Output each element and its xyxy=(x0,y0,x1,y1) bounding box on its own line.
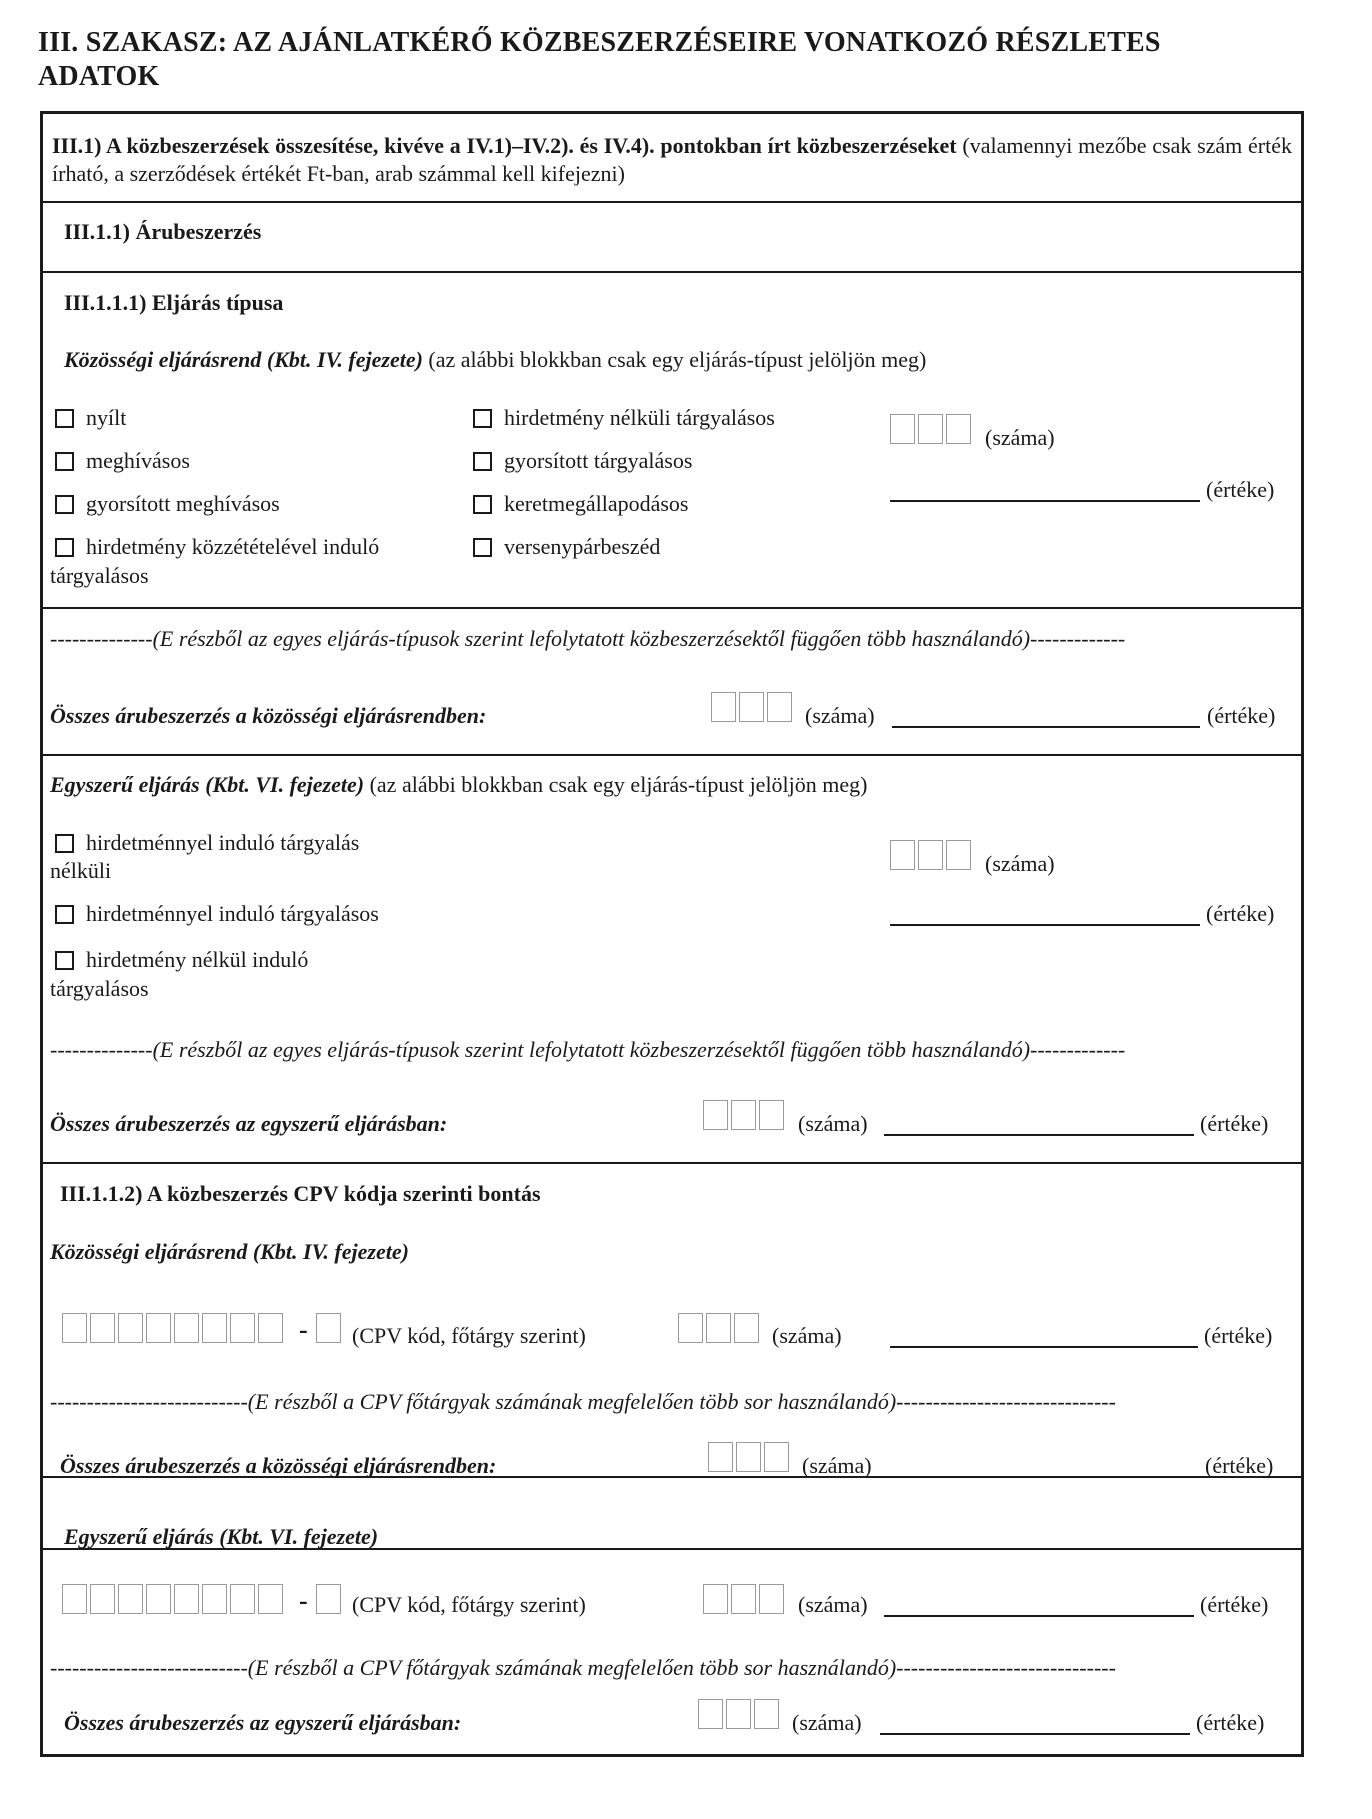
checkbox-meghivasos[interactable] xyxy=(55,452,74,471)
divider xyxy=(40,607,1304,609)
checkbox-versenyparbeszed[interactable] xyxy=(473,538,492,557)
digit-box[interactable] xyxy=(146,1313,171,1343)
count-label: (száma) xyxy=(805,703,875,728)
digit-box[interactable] xyxy=(706,1313,731,1343)
separator-note: ---------------------------(E részből a CPV főtárgyak számának megfelelően több sor használandó)------------------------------ xyxy=(50,1389,1116,1414)
option-label: meghívásos xyxy=(86,448,190,473)
count-digit-boxes[interactable] xyxy=(711,692,792,722)
simple-procedure-line xyxy=(50,771,867,799)
digit-box[interactable] xyxy=(708,1442,733,1472)
procedure-type-heading: III.1.1.1) Eljárás típusa xyxy=(64,290,284,315)
section-title: III. SZAKASZ: AZ AJÁNLATKÉRŐ KÖZBESZERZÉSEIRE VONATKOZÓ RÉSZLETES ADATOK xyxy=(38,27,1161,92)
digit-box[interactable] xyxy=(118,1313,143,1343)
digit-box[interactable] xyxy=(698,1699,723,1729)
cpv-dash: - xyxy=(299,1315,308,1344)
digit-box[interactable] xyxy=(258,1584,283,1614)
option-label: hirdetménnyel induló tárgyalásos xyxy=(86,901,379,926)
digit-box[interactable] xyxy=(62,1313,87,1343)
separator-note: --------------(E részből az egyes eljárás-típusok szerint lefolytatott közbeszerzésektől függően több használandó)------------- xyxy=(50,626,1126,651)
value-label: (értéke) xyxy=(1196,1710,1265,1735)
digit-box[interactable] xyxy=(739,692,764,722)
checkbox-gyorsitott-targyalasos[interactable] xyxy=(473,452,492,471)
checkbox-hirdetmennyel-indulo-targyalas-nelkuli[interactable] xyxy=(55,834,74,853)
cpv-total-community-label: Összes árubeszerzés a közösségi eljárásrendben: xyxy=(60,1453,497,1478)
digit-box[interactable] xyxy=(678,1313,703,1343)
digit-box[interactable] xyxy=(764,1442,789,1472)
count-label: (száma) xyxy=(798,1592,868,1617)
total-simple-label: Összes árubeszerzés az egyszerű eljárásban: xyxy=(50,1111,448,1136)
digit-box[interactable] xyxy=(731,1100,756,1130)
digit-box[interactable] xyxy=(918,840,943,870)
digit-box[interactable] xyxy=(316,1584,341,1614)
simple-procedure-label: Egyszerű eljárás (Kbt. VI. fejezete) xyxy=(50,772,365,797)
divider xyxy=(40,271,1304,273)
count-label: (száma) xyxy=(985,425,1055,450)
count-digit-boxes[interactable] xyxy=(708,1442,789,1472)
option-label-wrap: tárgyalásos xyxy=(50,563,149,588)
count-digit-boxes[interactable] xyxy=(698,1699,779,1729)
total-community-label: Összes árubeszerzés a közösségi eljárásrendben: xyxy=(50,703,487,728)
checkbox-hirdetmeny-kozzetetelevel[interactable] xyxy=(55,538,74,557)
cpv-total-simple-label: Összes árubeszerzés az egyszerű eljárásban: xyxy=(64,1710,462,1735)
count-digit-boxes[interactable] xyxy=(890,414,971,444)
count-digit-boxes[interactable] xyxy=(703,1100,784,1130)
value-input-line[interactable] xyxy=(890,924,1200,926)
value-label: (értéke) xyxy=(1200,1592,1269,1617)
digit-box[interactable] xyxy=(174,1584,199,1614)
divider xyxy=(40,1162,1304,1164)
digit-box[interactable] xyxy=(726,1699,751,1729)
community-regime-note: (az alábbi blokkban csak egy eljárás-típust jelöljön meg) xyxy=(428,347,927,372)
cpv-label: (CPV kód, főtárgy szerint) xyxy=(352,1592,586,1617)
digit-box[interactable] xyxy=(759,1100,784,1130)
value-input-line[interactable] xyxy=(880,1733,1190,1735)
digit-box[interactable] xyxy=(703,1584,728,1614)
option-label: hirdetmény közzétételével induló xyxy=(86,534,380,559)
digit-box[interactable] xyxy=(258,1313,283,1343)
digit-box[interactable] xyxy=(767,692,792,722)
checkbox-hirdetmeny-nelkul-indulo[interactable] xyxy=(55,951,74,970)
summary-heading-bold: III.1) A közbeszerzések összesítése, kivéve a IV.1)–IV.2). és IV.4). pontokban írt közbeszerzéseket xyxy=(52,133,957,158)
digit-box[interactable] xyxy=(734,1313,759,1343)
digit-box[interactable] xyxy=(946,414,971,444)
value-input-line[interactable] xyxy=(888,1476,1198,1478)
digit-box[interactable] xyxy=(918,414,943,444)
cpv-check-box[interactable] xyxy=(316,1584,341,1614)
cpv-dash: - xyxy=(299,1586,308,1615)
count-label: (száma) xyxy=(772,1323,842,1348)
option-label: keretmegállapodásos xyxy=(504,491,689,516)
value-input-line[interactable] xyxy=(892,726,1200,728)
value-input-line[interactable] xyxy=(890,500,1200,502)
option-label-wrap: tárgyalásos xyxy=(50,976,149,1001)
value-label: (értéke) xyxy=(1204,1323,1273,1348)
divider xyxy=(40,754,1304,756)
count-label: (száma) xyxy=(985,851,1055,876)
cpv-label: (CPV kód, főtárgy szerint) xyxy=(352,1323,586,1348)
count-digit-boxes[interactable] xyxy=(678,1313,759,1343)
value-input-line[interactable] xyxy=(884,1615,1194,1617)
summary-heading xyxy=(52,132,1292,188)
option-label: versenypárbeszéd xyxy=(504,534,661,559)
digit-box[interactable] xyxy=(754,1699,779,1729)
cpv-community-label: Közösségi eljárásrend (Kbt. IV. fejezete) xyxy=(50,1239,409,1264)
option-label: hirdetmény nélküli tárgyalásos xyxy=(504,405,775,430)
checkbox-keretmegallapodasos[interactable] xyxy=(473,495,492,514)
value-input-line[interactable] xyxy=(890,1346,1198,1348)
value-label: (értéke) xyxy=(1207,703,1276,728)
option-label: nyílt xyxy=(86,405,127,430)
count-digit-boxes[interactable] xyxy=(703,1584,784,1614)
checkbox-hirdetmennyel-indulo-targyalasos[interactable] xyxy=(55,905,74,924)
digit-box[interactable] xyxy=(62,1584,87,1614)
value-input-line[interactable] xyxy=(884,1134,1194,1136)
digit-box[interactable] xyxy=(316,1313,341,1343)
digit-box[interactable] xyxy=(174,1313,199,1343)
summary-heading-note: (valamennyi mezőbe csak szám érték írható, a szerződések értékét Ft-ban, arab számmal kell kifejezni) xyxy=(52,133,1292,186)
digit-box[interactable] xyxy=(703,1100,728,1130)
value-label: (értéke) xyxy=(1206,477,1275,502)
count-label: (száma) xyxy=(798,1111,868,1136)
digit-box[interactable] xyxy=(890,414,915,444)
option-label-wrap: nélküli xyxy=(50,858,112,883)
digit-box[interactable] xyxy=(890,840,915,870)
digit-box[interactable] xyxy=(90,1584,115,1614)
digit-box[interactable] xyxy=(90,1313,115,1343)
digit-box[interactable] xyxy=(146,1584,171,1614)
digit-box[interactable] xyxy=(946,840,971,870)
digit-box[interactable] xyxy=(118,1584,143,1614)
divider xyxy=(40,201,1304,203)
option-label: gyorsított meghívásos xyxy=(86,491,280,516)
count-digit-boxes[interactable] xyxy=(890,840,971,870)
digit-box[interactable] xyxy=(202,1584,227,1614)
checkbox-hirdetmeny-nelkuli-targyalasos[interactable] xyxy=(473,409,492,428)
separator-note: ---------------------------(E részből a CPV főtárgyak számának megfelelően több sor használandó)------------------------------ xyxy=(50,1655,1116,1680)
community-regime-line xyxy=(64,346,926,374)
digit-box[interactable] xyxy=(731,1584,756,1614)
count-label: (száma) xyxy=(792,1710,862,1735)
cpv-code-boxes[interactable] xyxy=(62,1313,283,1343)
count-label: (száma) xyxy=(802,1453,872,1478)
option-label: hirdetménnyel induló tárgyalás xyxy=(86,830,360,855)
option-label: hirdetmény nélkül induló xyxy=(86,947,309,972)
community-regime-label: Közösségi eljárásrend (Kbt. IV. fejezete) xyxy=(64,347,423,372)
checkbox-nyilt[interactable] xyxy=(55,409,74,428)
cpv-code-boxes[interactable] xyxy=(62,1584,283,1614)
value-label: (értéke) xyxy=(1205,1453,1274,1478)
digit-box[interactable] xyxy=(230,1313,255,1343)
value-label: (értéke) xyxy=(1200,1111,1269,1136)
cpv-simple-label: Egyszerű eljárás (Kbt. VI. fejezete) xyxy=(64,1524,379,1549)
option-label: gyorsított tárgyalásos xyxy=(504,448,693,473)
goods-procurement-heading: III.1.1) Árubeszerzés xyxy=(64,219,262,244)
digit-box[interactable] xyxy=(230,1584,255,1614)
value-label: (értéke) xyxy=(1206,901,1275,926)
separator-note: --------------(E részből az egyes eljárás-típusok szerint lefolytatott közbeszerzésektől függően több használandó)------------- xyxy=(50,1037,1126,1062)
digit-box[interactable] xyxy=(202,1313,227,1343)
digit-box[interactable] xyxy=(711,692,736,722)
cpv-check-box[interactable] xyxy=(316,1313,341,1343)
digit-box[interactable] xyxy=(759,1584,784,1614)
digit-box[interactable] xyxy=(736,1442,761,1472)
simple-procedure-note: (az alábbi blokkban csak egy eljárás-típust jelöljön meg) xyxy=(369,772,868,797)
cpv-breakdown-heading: III.1.1.2) A közbeszerzés CPV kódja szerinti bontás xyxy=(60,1181,541,1206)
checkbox-gyorsitott-meghivasos[interactable] xyxy=(55,495,74,514)
